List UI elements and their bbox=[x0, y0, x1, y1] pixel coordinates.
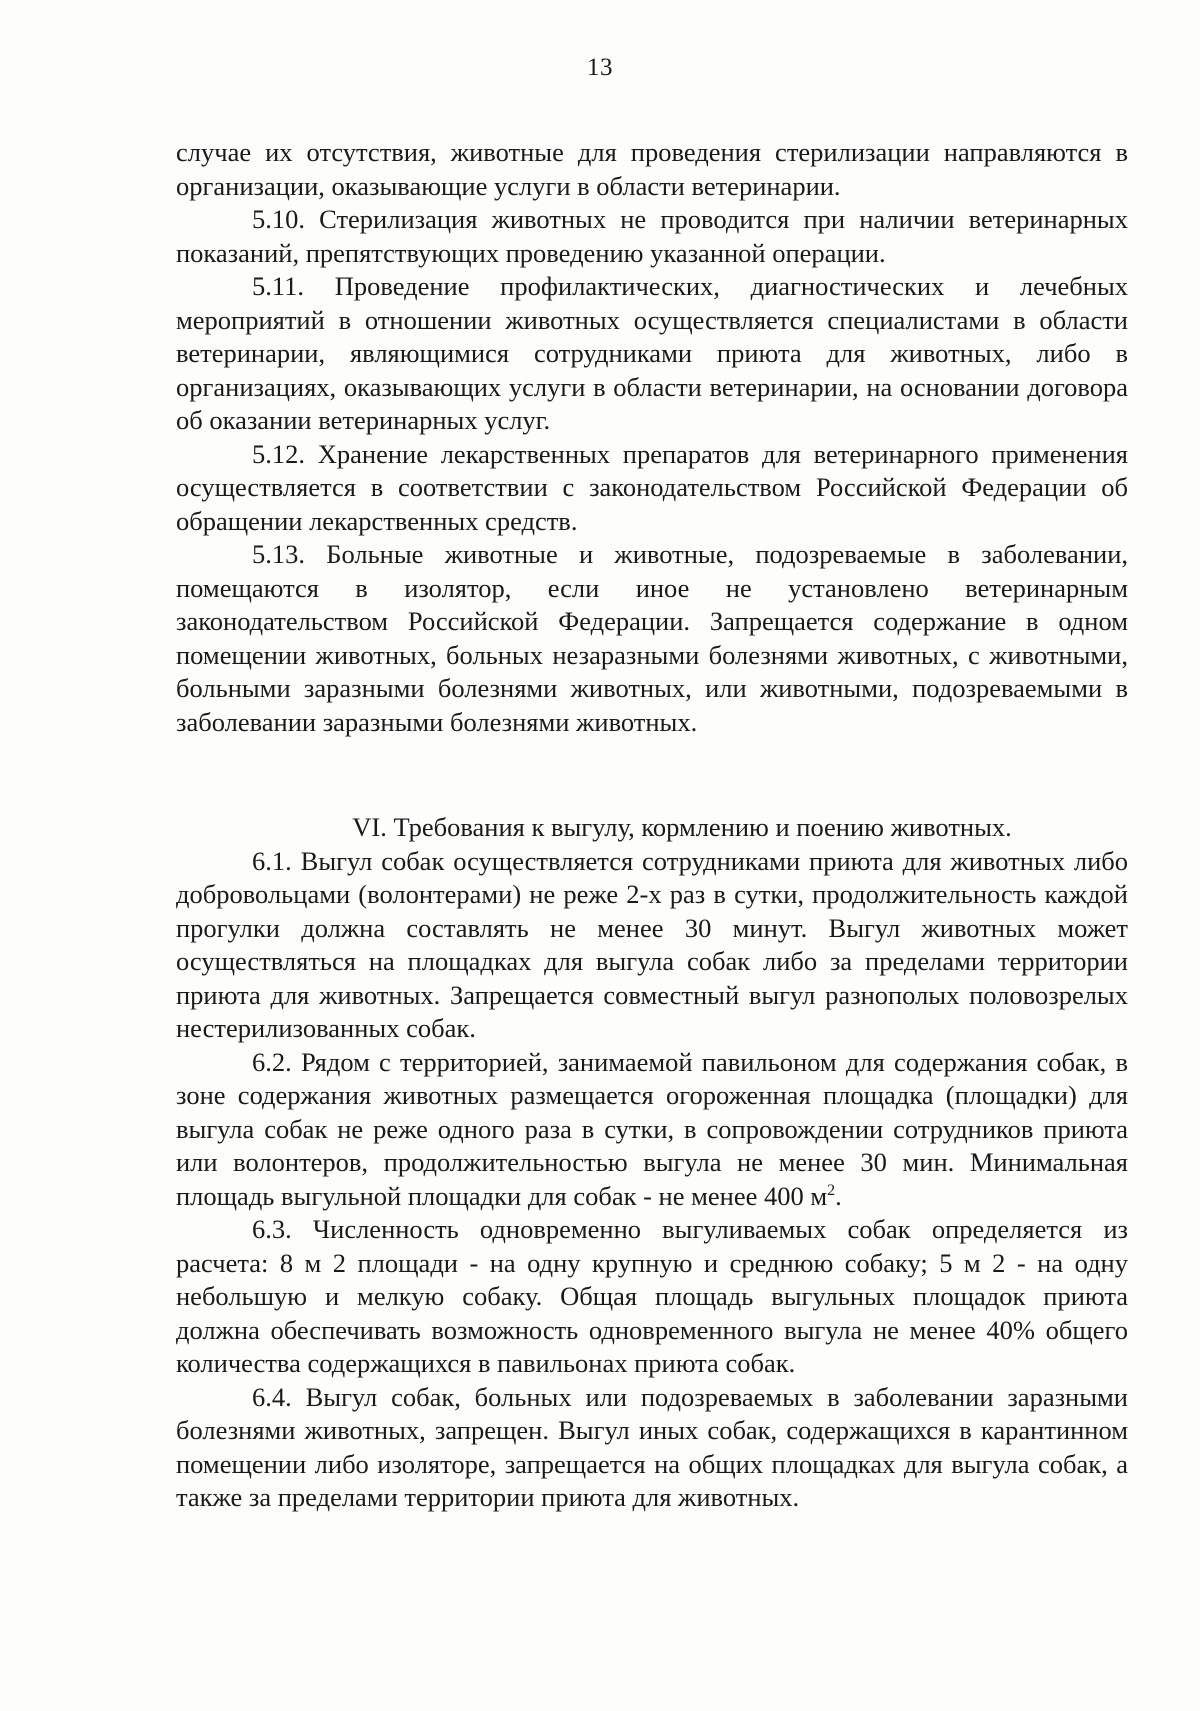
paragraph-5-11: 5.11. Проведение профилактических, диагностических и лечебных мероприятий в отношении животных осуществляется специалистами в области ветеринарии, являющимися сотрудниками приюта для животных, либо в организациях, оказывающих услуги в области ветеринарии, на основании договора об оказании ветеринарных услуг. bbox=[176, 271, 1128, 435]
paragraph-6-2-text: 6.2. Рядом с территорией, занимаемой павильоном для содержания собак, в зоне содержания животных размещается огороженная площадка (площадки) для выгула собак не реже одного раза в сутки, в сопровождении сотрудников приюта или волонтеров, продолжительностью выгула не менее 30 мин. Минимальная площадь выгульной площадки для собак - не менее 400 м bbox=[176, 1046, 1128, 1211]
paragraph-5-10: 5.10. Стерилизация животных не проводится при наличии ветеринарных показаний, препятствующих проведению указанной операции. bbox=[176, 204, 1128, 268]
paragraph-continuation: случае их отсутствия, животные для проведения стерилизации направляются в организации, оказывающие услуги в области ветеринарии. bbox=[176, 137, 1128, 201]
section-gap bbox=[176, 739, 1128, 811]
paragraph-6-2-end: . bbox=[835, 1180, 842, 1211]
paragraph-5-12: 5.12. Хранение лекарственных препаратов для ветеринарного применения осуществляется в соответствии с законодательством Российской Федерации об обращении лекарственных средств. bbox=[176, 438, 1128, 536]
page-number: 13 bbox=[587, 54, 613, 81]
section-heading: VI. Требования к выгулу, кормлению и поению животных. bbox=[352, 812, 1012, 842]
paragraph-6-2 bbox=[176, 1046, 1128, 1214]
paragraph-6-3: 6.3. Численность одновременно выгуливаемых собак определяется из расчета: 8 м 2 площади - на одну крупную и среднюю собаку; 5 м 2 - на одну небольшую и мелкую собаку. Общая площадь выгульных площадок приюта должна обеспечивать возможность одновременного выгула не менее 40% общего количества содержащихся в павильонах приюта собак. bbox=[176, 1214, 1128, 1378]
paragraph-5-13: 5.13. Больные животные и животные, подозреваемые в заболевании, помещаются в изолятор, если иное не установлено ветеринарным законодательством Российской Федерации. Запрещается содержание в одном помещении животных, больных незаразными болезнями животных, с животными, больными заразными болезнями животных, или животными, подозреваемыми в заболевании заразными болезнями животных. bbox=[176, 539, 1128, 737]
document-body bbox=[176, 136, 1128, 1515]
paragraph-6-1: 6.1. Выгул собак осуществляется сотрудниками приюта для животных либо добровольцами (волонтерами) не реже 2-х раз в сутки, продолжительность каждой прогулки должна составлять не менее 30 минут. Выгул животных может осуществляться на площадках для выгула собак либо за пределами территории приюта для животных. Запрещается совместный выгул разнополых половозрелых нестерилизованных собак. bbox=[176, 845, 1128, 1043]
superscript-square: 2 bbox=[827, 1181, 836, 1199]
paragraph-6-4: 6.4. Выгул собак, больных или подозреваемых в заболевании заразными болезнями животных, запрещен. Выгул иных собак, содержащихся в карантинном помещении либо изоляторе, запрещается на общих площадках для выгула собак, а также за пределами территории приюта для животных. bbox=[176, 1381, 1128, 1512]
